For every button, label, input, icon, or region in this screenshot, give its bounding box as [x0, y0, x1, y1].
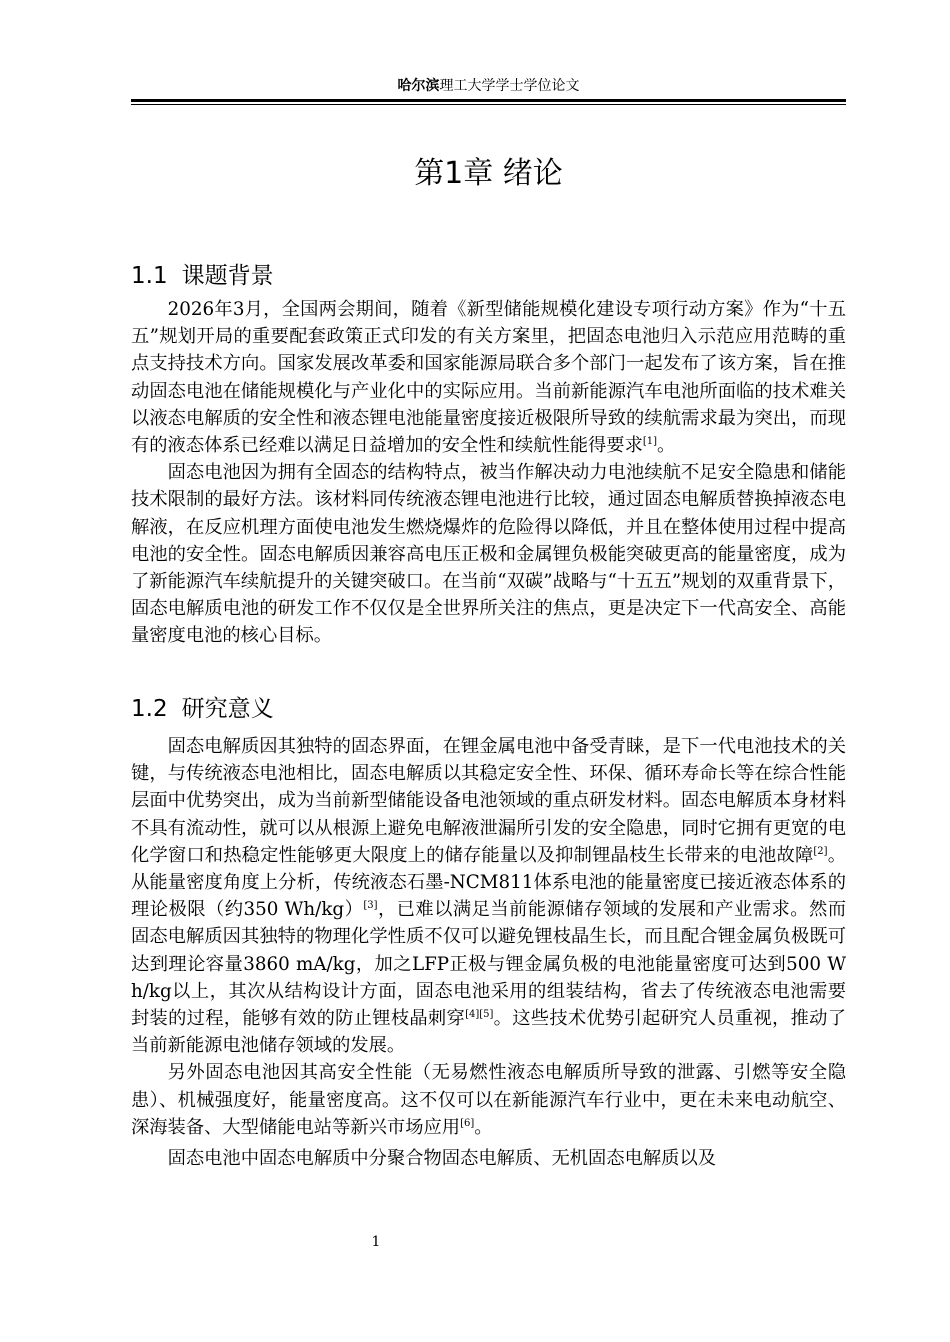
section-number: 1.1 — [131, 263, 168, 289]
paragraph-text: 固态电池中固态电解质中分聚合物固态电解质、无机固态电解质以及 — [167, 1148, 717, 1170]
paragraph — [131, 1059, 846, 1141]
header-rule-thin — [131, 104, 846, 105]
paragraph — [131, 296, 846, 459]
chapter-title: 第1章 绪论 — [414, 156, 563, 191]
section-number: 1.2 — [131, 696, 168, 722]
paragraph-text: 。这些技术优势引起研究人员重视，推动了当前新能源电池储存领域的发展。 — [131, 1008, 847, 1057]
header-thesis-type: 理工大学学士学位论文 — [439, 78, 580, 94]
citation: [3] — [363, 900, 378, 912]
paragraph-text: 2026年3月，全国两会期间，随着《新型储能规模化建设专项行动方案》作为“十五五”规划开局的重要配套政策正式印发的有关方案里，把固态电池归入示范应用范畴的重点支持技术方向。国家发展改革委和国家能源局联合多个部门一起发布了该方案，旨在推动固态电池在储能规模化与产业化中的实际应用。当前新能源汽车电池所面临的技术难关以液态电解质的安全性和液态锂电池能量密度接近极限所导致的续航需求最为突出，而现有的液态体系已经难以满足日益增加的安全性和续航性能得要求 — [131, 299, 846, 457]
page-number: 1 — [371, 1234, 381, 1250]
paragraph-text: ，已难以满足当前能源储存领域的发展和产业需求。然而固态电解质因其独特的物理化学性质不仅可以避免锂枝晶生长，而且配合锂金属负极既可达到理论容量3860 mA/kg，加之LFP正极与锂金属负极的电池能量密度可达到500 Wh/kg以上，其次从结构设计方面，固态电池采用的组装结构，省去了传统液态电池需要封装的过程，能够有效的防止锂枝晶刺穿 — [131, 899, 846, 1030]
citation: [4][5] — [465, 1008, 494, 1020]
section-heading — [131, 256, 846, 296]
section-title: 研究意义 — [181, 696, 274, 722]
paragraph-text: 固态电解质因其独特的固态界面，在锂金属电池中备受青睐，是下一代电池技术的关键，与传统液态电池相比，固态电解质以其稳定安全性、环保、循环寿命长等在综合性能层面中优势突出，成为当前新型储能设备电池领域的重点研发材料。固态电解质本身材料不具有流动性，就可以从根源上避免电解液泄漏所引发的安全隐患，同时它拥有更宽的电化学窗口和热稳定性能够更大限度上的储存能量以及抑制锂晶枝生长带来的电池故障 — [131, 736, 846, 866]
citation: [2] — [813, 845, 828, 857]
header-rule-thick — [131, 99, 846, 102]
paragraph-text: 另外固态电池因其高安全性能（无易燃性液态电解质所导致的泄露、引燃等安全隐患）、机械强度好，能量密度高。这不仅可以在新能源汽车行业中，更在未来电动航空、深海装备、大型储能电站等新兴市场应用 — [131, 1062, 846, 1138]
citation: [1] — [642, 435, 658, 447]
paragraph-end: 。 — [657, 435, 676, 457]
header-school-name: 哈尔滨 — [397, 78, 440, 94]
paragraph-end: 。 — [474, 1116, 493, 1138]
paragraph — [131, 459, 846, 649]
section-heading — [131, 689, 846, 729]
paragraph — [131, 733, 846, 1059]
section-background — [131, 256, 846, 650]
running-header — [131, 76, 846, 96]
paragraph — [131, 1145, 846, 1172]
paragraph-text: 固态电池因为拥有全固态的结构特点，被当作解决动力电池续航不足安全隐患和储能技术限制的最好方法。该材料同传统液态锂电池进行比较，通过固态电解质替换掉液态电解液，在反应机理方面使电池发生燃烧爆炸的危险得以降低，并且在整体使用过程中提高电池的安全性。固态电解质因兼容高电压正极和金属锂负极能突破更高的能量密度，成为了新能源汽车续航提升的关键突破口。在当前“双碳”战略与“十五五”规划的双重背景下，固态电解质电池的研发工作不仅仅是全世界所关注的焦点，更是决定下一代高安全、高能量密度电池的核心目标。 — [131, 462, 846, 647]
section-title: 课题背景 — [181, 263, 274, 289]
citation: [6] — [460, 1117, 475, 1129]
section-significance — [131, 689, 846, 1172]
paragraph-text: 。从能量密度角度上分析，传统液态石墨-NCM811体系电池的能量密度已接近液态体系的理论极限（约350 Wh/kg） — [131, 844, 847, 921]
